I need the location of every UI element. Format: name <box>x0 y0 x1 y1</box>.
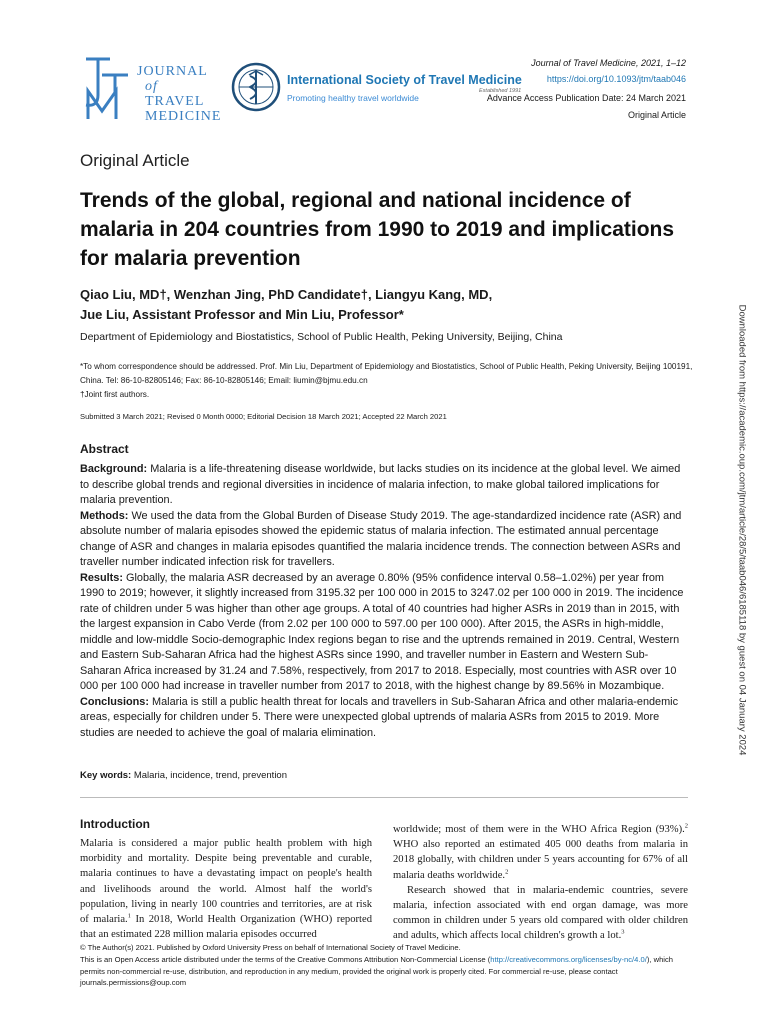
download-note-text: Downloaded from https://academic.oup.com/jtm/article/28/5/taab046/6185118 by guest on 04 January 2024 <box>736 304 748 756</box>
joint-first-note: †Joint first authors. <box>80 390 150 399</box>
conclusions-text: Malaria is still a public health threat for locals and travellers in Sub-Saharan Africa and other malaria-endemic areas, especially for children under 5. There were unexpected global uptrends of malaria ASRs from 2015 to 2019. More studies are needed to achieve the goal of malaria elimination. <box>80 695 679 739</box>
affiliation: Department of Epidemiology and Biostatistics, School of Public Health, Peking University, Beijing, China <box>80 331 563 343</box>
abstract-results <box>80 571 688 695</box>
keywords <box>80 770 287 781</box>
conclusions-label: Conclusions: <box>80 695 149 708</box>
society-established: Established 1991 <box>479 88 522 94</box>
abstract-body <box>80 462 688 741</box>
intro-column-2 <box>393 822 688 944</box>
journal-logo-of: of <box>145 79 158 94</box>
advance-access-date: Advance Access Publication Date: 24 March 2021 <box>486 93 686 103</box>
journal-logo-line2: TRAVEL <box>145 94 205 109</box>
intro-text-2c: Research showed that in malaria-endemic countries, severe malaria, infection associated with end organ damage, was more common in children under 5 years old compared with older children and adults, which affects local children's growth a lot. <box>393 884 688 942</box>
abstract-methods <box>80 509 688 571</box>
keywords-label: Key words: <box>80 770 132 781</box>
background-text: Malaria is a life-threatening disease worldwide, but lacks studies on its incidence at the global level. We aimed to describe global trends and regional diversities in incidence of malaria infection, to make global tailored implications for malaria prevention. <box>80 463 681 506</box>
istm-caduceus-logo <box>231 62 281 112</box>
author-list <box>80 285 680 325</box>
correspondence-note <box>80 360 700 402</box>
intro-text-1b: In 2018, World Health Organization (WHO) reported that an estimated 228 million malaria episodes occurred <box>80 914 372 941</box>
intro-column-1 <box>80 836 372 942</box>
keywords-text: Malaria, incidence, trend, prevention <box>133 770 288 781</box>
intro-text-2a: worldwide; most of them were in the WHO Africa Region (93%). <box>393 824 685 835</box>
society-tagline: Promoting healthy travel worldwide <box>287 93 419 103</box>
society-name: International Society of Travel Medicine <box>287 73 522 87</box>
intro-text-1a: Malaria is considered a major public health problem with high morbidity and mortality. Despite being preventable and curable, malaria continues to have a devastating impact on people's health and livelihoods around the world. Almost half the world's population, living in nearly 100 countries and territories, are at risk of malaria. <box>80 838 372 926</box>
results-text: Globally, the malaria ASR decreased by an average 0.80% (95% confidence interval 0.58–1.02%) per year from 1990 to 2019; however, it slightly increased from 3195.32 per 100 000 in 2015 to 3247.02 per 100 000 in 2019. The incidence rate of children under 5 was higher than other age groups. A total of 40 countries had higher ASRs in 2019 than in 2015, with the largest expansion in Cabo Verde (from 2.02 per 100 000 to 597.00 per 100 000). After 2015, the ASRs in high-middle, middle and low-middle Socio-demographic Index regions began to rise and the uptrends remained in 2019. Central, Western and Eastern Sub-Saharan Africa had the highest ASRs since 1990, and traveller number in Eastern and Western Sub-Saharan Africa increased by 31.24 and 7.58%, respectively, from 2017 to 2018. Especially, most countries with ASR over 10 000 per 100 000 had increase in traveller number from 2017 to 2018, with the highest change by 89.56% in Mozambique. <box>80 571 684 692</box>
journal-logo-line3: MEDICINE <box>145 109 222 124</box>
jtm-monogram-logo <box>80 55 134 123</box>
license-text-a: This is an Open Access article distributed under the terms of the Creative Commons Attribution Non-Commercial License ( <box>80 954 491 964</box>
authors-line-1: Qiao Liu, MD†, Wenzhan Jing, PhD Candidate†, Liangyu Kang, MD, <box>80 287 493 302</box>
ref-link-1[interactable]: 1 <box>127 912 131 920</box>
submission-dates: Submitted 3 March 2021; Revised 0 Month 0000; Editorial Decision 18 March 2021; Accepted 22 March 2021 <box>80 412 447 421</box>
introduction-heading: Introduction <box>80 817 150 831</box>
section-divider <box>80 797 688 798</box>
copyright-footer <box>80 942 690 989</box>
download-note <box>735 265 749 795</box>
citation: Journal of Travel Medicine, 2021, 1–12 <box>531 58 686 68</box>
article-type: Original Article <box>627 110 686 120</box>
intro-text-2b: WHO also reported an estimated 405 000 deaths from malaria in 2018 globally, with children under 5 years accounting for 67% of all malaria deaths worldwide. <box>393 839 688 881</box>
ref-link-2b[interactable]: 2 <box>505 868 509 876</box>
article-kind: Original Article <box>80 151 190 170</box>
intro-paragraph-1-cont <box>393 822 688 883</box>
intro-paragraph-1 <box>80 836 372 942</box>
abstract-heading: Abstract <box>80 442 129 456</box>
background-label: Background: <box>80 463 148 475</box>
correspondence-text: *To whom correspondence should be addressed. Prof. Min Liu, Department of Epidemiology and Biostatistics, School of Public Health, Peking University, Beijing 100191, China. Tel: 86-10-82805146; Fax: 86-10-82805146; Email: liumin@bjmu.edu.cn <box>80 362 693 385</box>
authors-line-2: Jue Liu, Assistant Professor and Min Liu, Professor* <box>80 307 404 322</box>
copyright-text: © The Author(s) 2021. Published by Oxford University Press on behalf of International Society of Travel Medicine. <box>80 943 461 952</box>
doi-link[interactable]: https://doi.org/10.1093/jtm/taab046 <box>546 74 686 84</box>
methods-text: We used the data from the Global Burden of Disease Study 2019. The age-standardized incidence rate (ASR) and absolute number of malaria episodes showed the epidemic status of malaria infection. The estimated annual percentage change of ASR and changes in malaria episodes quantified the malaria incidence trends. The connection between ASRs and traveller number indicated infection risk for travellers. <box>80 509 682 568</box>
license-text-b: ), which permits non-commercial re-use, distribution, and reproduction in any medium, provided the original work is properly cited. For commercial re-use, please contact journals.permissions@oup.com <box>80 954 674 988</box>
abstract-conclusions <box>80 695 688 742</box>
intro-paragraph-2 <box>393 883 688 944</box>
article-title: Trends of the global, regional and national incidence of malaria in 204 countries from 1990 to 2019 and implications for malaria prevention <box>80 189 675 270</box>
license-link[interactable]: http://creativecommons.org/licenses/by-nc/4.0/ <box>490 954 647 964</box>
journal-logo-text <box>137 64 222 124</box>
methods-label: Methods: <box>80 509 129 522</box>
journal-logo-line1: JOURNAL <box>137 64 208 79</box>
ref-link-2[interactable]: 2 <box>684 822 688 830</box>
abstract-background <box>80 462 688 509</box>
results-label: Results: <box>80 571 123 584</box>
ref-link-3[interactable]: 3 <box>621 928 625 936</box>
